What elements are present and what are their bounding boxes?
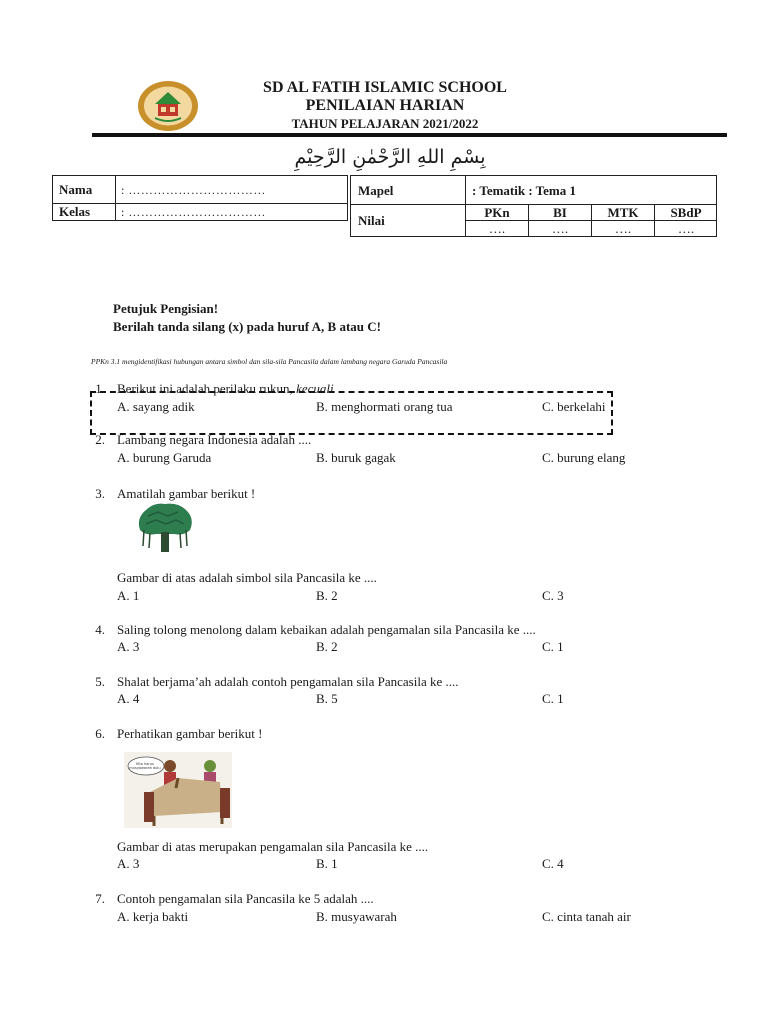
question-number: 4. xyxy=(95,622,105,637)
question-7-text: Contoh pengamalan sila Pancasila ke 5 adalah .... xyxy=(117,891,374,906)
table-divider xyxy=(52,203,347,204)
kelas-label: Kelas xyxy=(59,204,91,219)
q4-option-a[interactable]: A. 3 xyxy=(117,639,140,654)
q2-option-c[interactable]: C. burung elang xyxy=(542,450,626,465)
question-5-text: Shalat berjama’ah adalah contoh pengamalan sila Pancasila ke .... xyxy=(117,674,459,689)
q7-option-b[interactable]: B. musyawarah xyxy=(316,909,397,924)
question-4-text: Saling tolong menolong dalam kebaikan adalah pengamalan sila Pancasila ke .... xyxy=(117,622,536,637)
question-number: 2. xyxy=(95,432,105,447)
score-mtk[interactable]: …. xyxy=(614,221,632,236)
q5-option-a[interactable]: A. 4 xyxy=(117,691,140,706)
instructions-title: Petujuk Pengisian! xyxy=(113,301,219,316)
basic-competency: PPKn 3.1 mengidentifikasi hubungan antara simbol dan sila-sila Pancasila dalam lambang negara Garuda Pancasila xyxy=(91,357,448,366)
q7-option-a[interactable]: A. kerja bakti xyxy=(117,909,189,924)
question-2-text: Lambang negara Indonesia adalah .... xyxy=(117,432,312,447)
subject-mtk: MTK xyxy=(607,205,639,220)
question-6-text: Perhatikan gambar berikut ! xyxy=(117,726,263,741)
header-divider xyxy=(92,133,727,137)
q5-option-b[interactable]: B. 5 xyxy=(316,691,338,706)
question-3-text: Amatilah gambar berikut ! xyxy=(117,486,256,501)
q3-option-c[interactable]: C. 3 xyxy=(542,588,564,603)
q5-option-c[interactable]: C. 1 xyxy=(542,691,564,706)
q4-option-b[interactable]: B. 2 xyxy=(316,639,338,654)
question-6-followup: Gambar di atas merupakan pengamalan sila Pancasila ke .... xyxy=(117,839,429,854)
subject-bi: BI xyxy=(553,205,567,220)
question-number: 6. xyxy=(95,726,105,741)
school-name: SD AL FATIH ISLAMIC SCHOOL xyxy=(263,79,507,96)
table-divider xyxy=(115,175,116,221)
subject-sbdp: SBdP xyxy=(670,205,702,220)
q1-option-a[interactable]: A. sayang adik xyxy=(117,399,195,414)
banyan-tree-image xyxy=(134,500,196,556)
nama-field[interactable]: : …………………………… xyxy=(121,183,266,197)
question-number: 1. xyxy=(95,381,105,396)
q3-option-b[interactable]: B. 2 xyxy=(316,588,338,603)
q6-option-a[interactable]: A. 3 xyxy=(117,856,140,871)
question-number: 3. xyxy=(95,486,105,501)
q6-option-c[interactable]: C. 4 xyxy=(542,856,564,871)
q1-option-c[interactable]: C. berkelahi xyxy=(542,399,606,414)
instructions-text: Berilah tanda silang (x) pada huruf A, B atau C! xyxy=(113,319,381,334)
q7-option-c[interactable]: C. cinta tanah air xyxy=(542,909,631,924)
mapel-label: Mapel xyxy=(358,183,394,198)
mapel-value: : Tematik : Tema 1 xyxy=(472,183,577,198)
subject-pkn: PKn xyxy=(484,205,510,220)
q2-option-a[interactable]: A. burung Garuda xyxy=(117,450,212,465)
kelas-field[interactable]: : …………………………… xyxy=(121,205,266,219)
question-number: 7. xyxy=(95,891,105,906)
q1-option-b[interactable]: B. menghormati orang tua xyxy=(316,399,453,414)
score-pkn[interactable]: …. xyxy=(488,221,506,236)
q3-option-a[interactable]: A. 1 xyxy=(117,588,140,603)
academic-year: TAHUN PELAJARAN 2021/2022 xyxy=(291,116,479,131)
nama-label: Nama xyxy=(59,182,93,197)
exam-title: PENILAIAN HARIAN xyxy=(305,97,465,114)
nilai-label: Nilai xyxy=(358,213,385,228)
score-bi[interactable]: …. xyxy=(551,221,569,236)
question-3-followup: Gambar di atas adalah simbol sila Pancasila ke .... xyxy=(117,570,377,585)
score-sbdp[interactable]: …. xyxy=(677,221,695,236)
q2-option-b[interactable]: B. buruk gagak xyxy=(316,450,396,465)
q4-option-c[interactable]: C. 1 xyxy=(542,639,564,654)
speech-bubble-text: Kita harus musyawarah dulu xyxy=(129,762,161,770)
question-1-text: Berikut ini adalah perilaku rukun, kecuali xyxy=(117,381,334,396)
basmalah: بِسْمِ اللهِ الرَّحْمٰنِ الرَّحِيْمِ xyxy=(294,146,486,168)
question-number: 5. xyxy=(95,674,105,689)
q6-option-b[interactable]: B. 1 xyxy=(316,856,338,871)
